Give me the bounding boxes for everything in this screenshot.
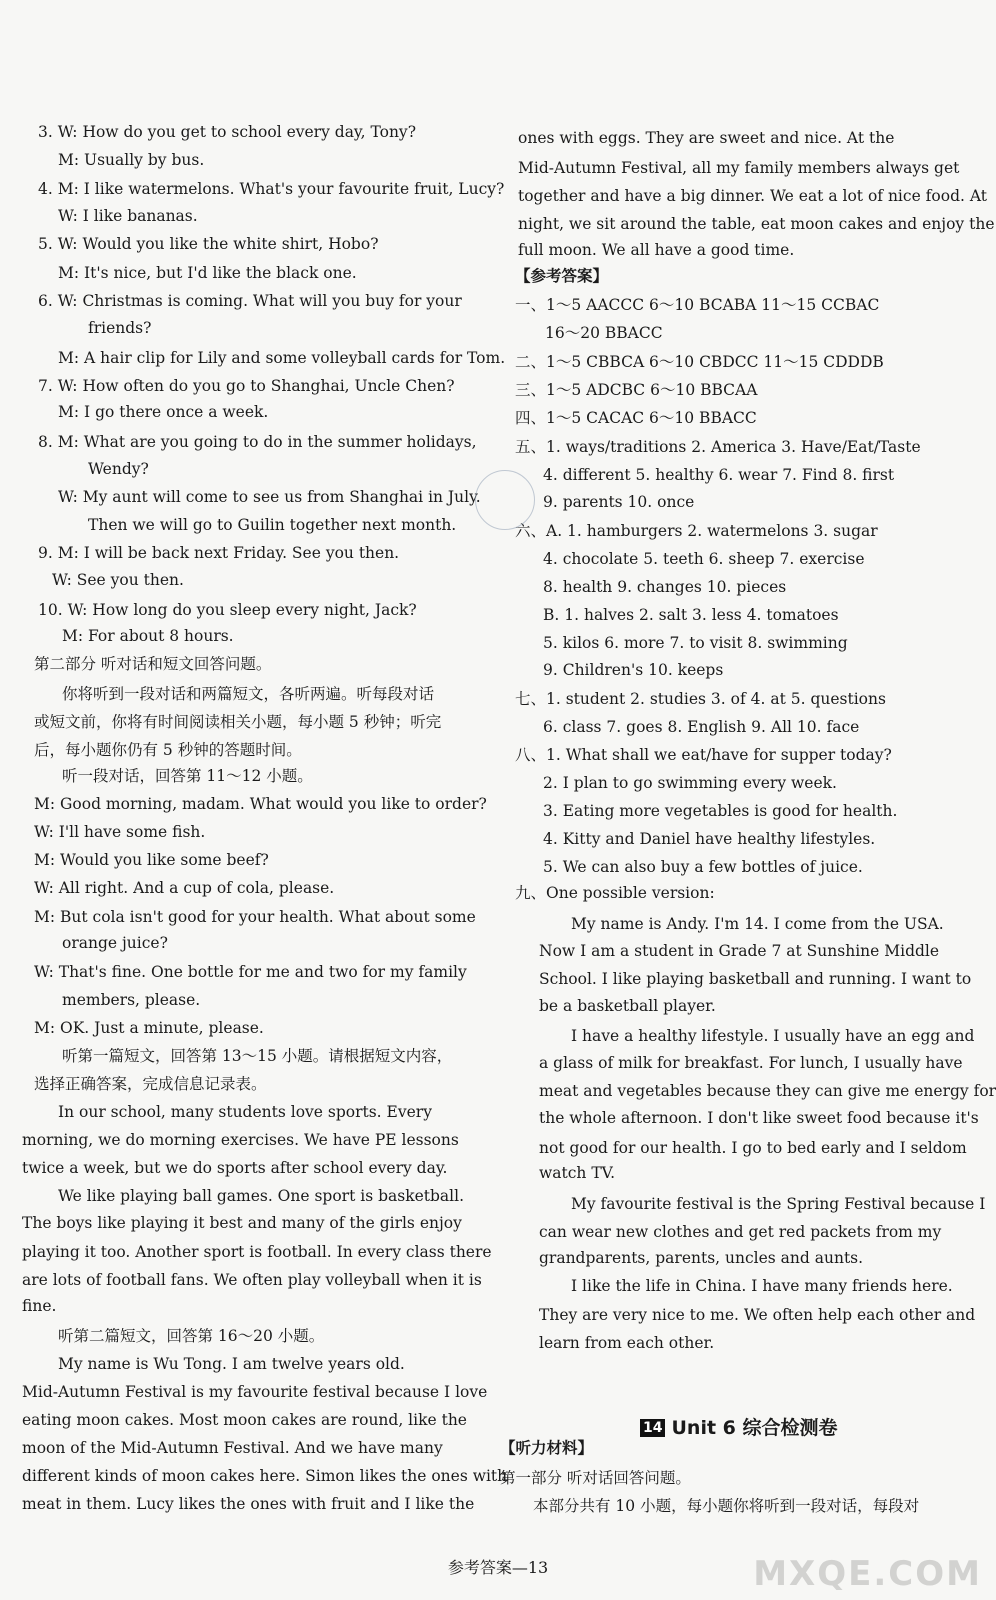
text-line: 8. health 9. changes 10. pieces xyxy=(543,578,787,596)
text-line: be a basketball player. xyxy=(539,997,716,1015)
text-line: W: I like bananas. xyxy=(58,207,198,225)
text-line: 本部分共有 10 小题，每小题你将听到一段对话，每段对 xyxy=(533,1497,920,1515)
text-line: 听一段对话，回答第 11～12 小题。 xyxy=(62,767,313,785)
unit-title: Unit 6 综合检测卷 xyxy=(671,1417,838,1439)
text-line: 5. W: Would you like the white shirt, Hobo? xyxy=(38,235,379,253)
text-line: M: For about 8 hours. xyxy=(62,627,234,645)
text-line: 【参考答案】 xyxy=(515,266,609,285)
text-line: My name is Wu Tong. I am twelve years old. xyxy=(58,1355,405,1373)
text-line: M: It's nice, but I'd like the black one. xyxy=(58,264,357,282)
text-line: grandparents, parents, uncles and aunts. xyxy=(539,1249,864,1267)
text-line: W: All right. And a cup of cola, please. xyxy=(34,879,335,897)
text-line: morning, we do morning exercises. We have PE lessons xyxy=(22,1131,459,1149)
text-line: M: I go there once a week. xyxy=(58,403,269,421)
text-line: orange juice? xyxy=(62,934,168,952)
text-line: Then we will go to Guilin together next month. xyxy=(88,516,457,534)
text-line: 第一部分 听对话回答问题。 xyxy=(500,1469,691,1487)
text-line: 10. W: How long do you sleep every night, Jack? xyxy=(38,601,417,619)
text-line: 四、1～5 CACAC 6～10 BBACC xyxy=(515,409,757,427)
text-line: 你将听到一段对话和两篇短文，各听两遍。听每段对话 xyxy=(62,685,435,703)
text-line: playing it too. Another sport is football. In every class there xyxy=(22,1243,492,1261)
text-line: 选择正确答案，完成信息记录表。 xyxy=(34,1075,267,1093)
text-line: 6. class 7. goes 8. English 9. All 10. face xyxy=(543,718,860,736)
text-line: moon of the Mid-Autumn Festival. And we have many xyxy=(22,1439,443,1457)
text-line: 三、1～5 ADCBC 6～10 BBCAA xyxy=(515,381,758,399)
text-line: ones with eggs. They are sweet and nice. At the xyxy=(518,129,895,147)
text-line: Mid-Autumn Festival is my favourite festival because I love xyxy=(22,1383,488,1401)
text-line: W: That's fine. One bottle for me and two for my family xyxy=(34,963,467,981)
text-line: 九、One possible version: xyxy=(515,884,715,902)
text-line: 4. chocolate 5. teeth 6. sheep 7. exercise xyxy=(543,550,865,568)
text-line: 【听力材料】 xyxy=(500,1438,594,1457)
text-line: Wendy? xyxy=(88,460,149,478)
text-line: fine. xyxy=(22,1297,57,1315)
text-line: They are very nice to me. We often help each other and xyxy=(539,1306,976,1324)
page-footer: 参考答案—13 xyxy=(447,1558,549,1577)
text-line: 4. M: I like watermelons. What's your favourite fruit, Lucy? xyxy=(38,180,505,198)
text-line: eating moon cakes. Most moon cakes are round, like the xyxy=(22,1411,467,1429)
text-line: W: I'll have some fish. xyxy=(34,823,206,841)
text-line: 3. W: How do you get to school every day, Tony? xyxy=(38,123,417,141)
text-line: the whole afternoon. I don't like sweet food because it's xyxy=(539,1109,979,1127)
text-line: night, we sit around the table, eat moon cakes and enjoy the xyxy=(518,215,995,233)
text-line: 听第一篇短文，回答第 13～15 小题。请根据短文内容， xyxy=(62,1047,453,1065)
text-line: 6. W: Christmas is coming. What will you buy for your xyxy=(38,292,462,310)
watermark: MXQE.COM xyxy=(753,1554,982,1594)
text-line: M: A hair clip for Lily and some volleyball cards for Tom. xyxy=(58,349,506,367)
text-line: 4. Kitty and Daniel have healthy lifestyles. xyxy=(543,830,876,848)
text-line: 9. parents 10. once xyxy=(543,493,695,511)
text-line: watch TV. xyxy=(539,1164,616,1182)
text-line: 8. M: What are you going to do in the summer holidays, xyxy=(38,433,477,451)
text-line: We like playing ball games. One sport is basketball. xyxy=(58,1187,465,1205)
text-line: 听第二篇短文，回答第 16～20 小题。 xyxy=(58,1327,325,1345)
text-line: full moon. We all have a good time. xyxy=(518,241,795,259)
text-line: M: OK. Just a minute, please. xyxy=(34,1019,264,1037)
text-line: can wear new clothes and get red packets from my xyxy=(539,1223,942,1241)
text-line: meat and vegetables because they can give me energy for xyxy=(539,1082,996,1100)
text-line: 2. I plan to go swimming every week. xyxy=(543,774,837,792)
text-line: twice a week, but we do sports after school every day. xyxy=(22,1159,448,1177)
text-line: are lots of football fans. We often play volleyball when it is xyxy=(22,1271,482,1289)
unit-heading xyxy=(640,1413,837,1440)
text-line: not good for our health. I go to bed early and I seldom xyxy=(539,1139,967,1157)
text-line: Mid-Autumn Festival, all my family members always get xyxy=(518,159,960,177)
text-line: M: Would you like some beef? xyxy=(34,851,269,869)
text-line: In our school, many students love sports. Every xyxy=(58,1103,432,1121)
text-line: 第二部分 听对话和短文回答问题。 xyxy=(34,655,272,673)
text-line: 9. M: I will be back next Friday. See you then. xyxy=(38,544,400,562)
text-line: B. 1. halves 2. salt 3. less 4. tomatoes xyxy=(543,606,839,624)
text-line: W: My aunt will come to see us from Shanghai in July. xyxy=(58,488,481,506)
text-line: together and have a big dinner. We eat a lot of nice food. At xyxy=(518,187,987,205)
text-line: a glass of milk for breakfast. For lunch, I usually have xyxy=(539,1054,963,1072)
text-line: 五、1. ways/traditions 2. America 3. Have/Eat/Taste xyxy=(515,438,921,456)
text-line: W: See you then. xyxy=(52,571,184,589)
unit-badge: 14 xyxy=(640,1419,665,1437)
text-line: 16～20 BBACC xyxy=(545,324,663,342)
text-line: M: But cola isn't good for your health. What about some xyxy=(34,908,476,926)
text-line: Now I am a student in Grade 7 at Sunshine Middle xyxy=(539,942,940,960)
text-line: members, please. xyxy=(62,991,201,1009)
text-line: 9. Children's 10. keeps xyxy=(543,661,724,679)
text-line: My name is Andy. I'm 14. I come from the USA. xyxy=(571,915,944,933)
text-line: 二、1～5 CBBCA 6～10 CBDCC 11～15 CDDDB xyxy=(515,353,884,371)
text-line: friends? xyxy=(88,319,152,337)
text-line: 5. kilos 6. more 7. to visit 8. swimming xyxy=(543,634,848,652)
text-line: 一、1～5 AACCC 6～10 BCABA 11～15 CCBAC xyxy=(515,296,880,314)
text-line: 4. different 5. healthy 6. wear 7. Find 8. first xyxy=(543,466,895,484)
text-line: 5. We can also buy a few bottles of juice. xyxy=(543,858,863,876)
text-line: M: Good morning, madam. What would you like to order? xyxy=(34,795,487,813)
text-line: 后，每小题你仍有 5 秒钟的答题时间。 xyxy=(34,741,302,759)
text-line: different kinds of moon cakes here. Simon likes the ones with xyxy=(22,1467,508,1485)
text-line: 或短文前，你将有时间阅读相关小题，每小题 5 秒钟；听完 xyxy=(34,713,442,731)
text-line: The boys like playing it best and many of the girls enjoy xyxy=(22,1214,462,1232)
text-line: 八、1. What shall we eat/have for supper today? xyxy=(515,746,892,764)
stamp-mark xyxy=(475,470,535,530)
text-line: 七、1. student 2. studies 3. of 4. at 5. questions xyxy=(515,690,886,708)
text-line: I have a healthy lifestyle. I usually have an egg and xyxy=(571,1027,975,1045)
text-line: learn from each other. xyxy=(539,1334,715,1352)
text-line: I like the life in China. I have many friends here. xyxy=(571,1277,953,1295)
text-line: School. I like playing basketball and running. I want to xyxy=(539,970,972,988)
text-line: 六、A. 1. hamburgers 2. watermelons 3. sugar xyxy=(515,522,878,540)
text-line: 3. Eating more vegetables is good for health. xyxy=(543,802,898,820)
text-line: 7. W: How often do you go to Shanghai, Uncle Chen? xyxy=(38,377,455,395)
text-line: My favourite festival is the Spring Festival because I xyxy=(571,1195,986,1213)
text-line: M: Usually by bus. xyxy=(58,151,205,169)
text-line: meat in them. Lucy likes the ones with fruit and I like the xyxy=(22,1495,475,1513)
